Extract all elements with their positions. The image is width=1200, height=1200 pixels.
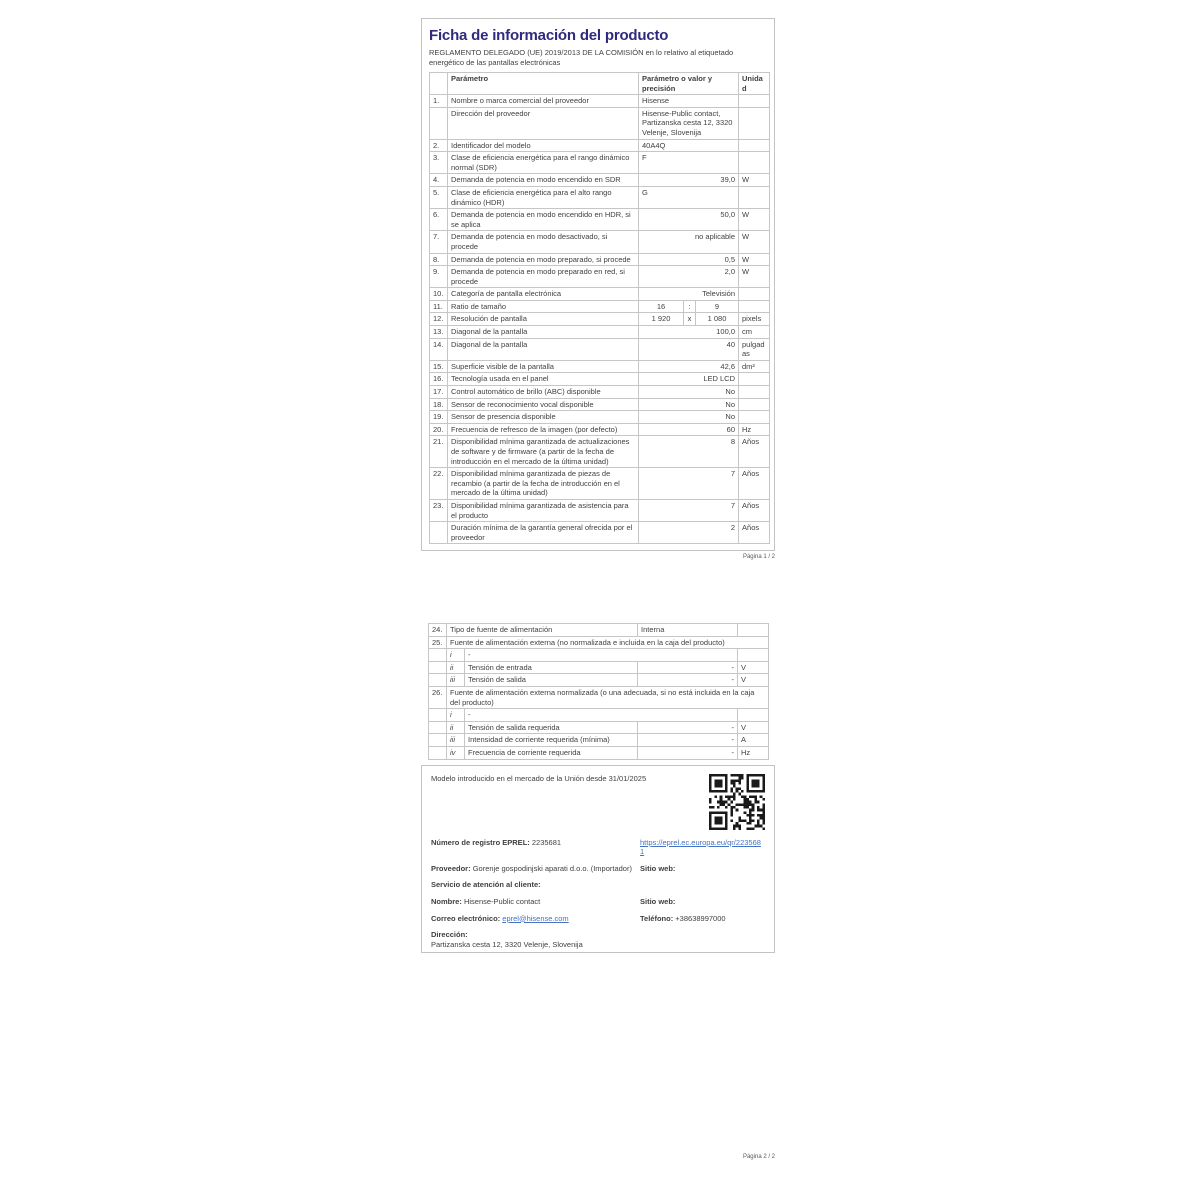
name-label: Nombre:	[431, 896, 462, 906]
param-number-cell: 25.	[429, 636, 447, 649]
param-unit-cell	[738, 624, 769, 637]
table-row	[429, 721, 769, 734]
param-name-cell: Frecuencia de corriente requerida	[465, 746, 638, 759]
param-value-cell: Televisión	[639, 288, 739, 301]
param-name-cell: Clase de eficiencia energética para el rango dinámico normal (SDR)	[448, 152, 639, 174]
table-row	[430, 209, 770, 231]
param-unit-cell: W	[739, 231, 770, 253]
header-unit-cell: Unidad	[739, 73, 770, 95]
param-value-cell: 7	[639, 468, 739, 500]
param-value-cell: 9	[696, 300, 739, 313]
website-label: Sitio web:	[640, 863, 676, 873]
param-name-cell: Intensidad de corriente requerida (mínima)	[465, 734, 638, 747]
table-row	[429, 624, 769, 637]
param-name-cell: Tipo de fuente de alimentación	[447, 624, 638, 637]
param-unit-cell: Años	[739, 522, 770, 544]
param-unit-cell: V	[738, 674, 769, 687]
param-unit-cell	[739, 373, 770, 386]
param-name-cell: Tecnología usada en el panel	[448, 373, 639, 386]
param-name-cell: -	[465, 709, 738, 722]
param-value-cell: Hisense-Public contact, Partizanska cesta 12, 3320 Velenje, Slovenija	[639, 107, 739, 139]
param-name-cell: Clase de eficiencia energética para el alto rango dinámico (HDR)	[448, 186, 639, 208]
customer-service-label: Servicio de atención al cliente:	[431, 880, 541, 890]
address-row	[431, 930, 765, 949]
param-number-cell	[430, 522, 448, 544]
page-1	[421, 18, 775, 560]
table-row	[429, 686, 769, 708]
param-value-cell: F	[639, 152, 739, 174]
table-row	[430, 386, 770, 399]
name-value: Hisense-Public contact	[463, 896, 541, 906]
param-subindex-cell: ii	[447, 661, 465, 674]
email-row	[431, 914, 765, 924]
param-name-cell: Resolución de pantalla	[448, 313, 639, 326]
param-name-cell: Categoría de pantalla electrónica	[448, 288, 639, 301]
header-value-cell: Parámetro o valor y precisión	[639, 73, 739, 95]
param-number-cell: 15.	[430, 360, 448, 373]
param-number-cell: 8.	[430, 253, 448, 266]
page-2	[421, 623, 775, 953]
table-row	[430, 522, 770, 544]
market-introduction-row	[431, 774, 765, 838]
param-subindex-cell: i	[447, 649, 465, 662]
param-unit-cell	[738, 709, 769, 722]
product-parameters-table	[429, 72, 770, 544]
param-value-cell: 100,0	[639, 326, 739, 339]
param-value-cell: 60	[639, 423, 739, 436]
param-name-cell: Demanda de potencia en modo encendido en SDR	[448, 174, 639, 187]
param-value-cell: 16	[639, 300, 684, 313]
param-value-cell: Interna	[638, 624, 738, 637]
param-unit-cell: Años	[739, 468, 770, 500]
table-row	[430, 186, 770, 208]
param-unit-cell: W	[739, 174, 770, 187]
param-name-cell: Superficie visible de la pantalla	[448, 360, 639, 373]
param-value-cell: No	[639, 386, 739, 399]
market-introduction-text: Modelo introducido en el mercado de la Unión desde 31/01/2025	[431, 773, 647, 783]
page-title: Ficha de información del producto	[429, 27, 669, 44]
table-row	[430, 436, 770, 468]
param-value-cell: No	[639, 398, 739, 411]
param-number-cell	[429, 649, 447, 662]
param-number-cell: 1.	[430, 95, 448, 108]
param-value-cell: 2	[639, 522, 739, 544]
table-row	[430, 139, 770, 152]
table-row	[430, 398, 770, 411]
param-number-cell: 6.	[430, 209, 448, 231]
param-number-cell	[429, 674, 447, 687]
param-name-cell: Tensión de salida	[465, 674, 638, 687]
param-name-cell: Diagonal de la pantalla	[448, 326, 639, 339]
param-number-cell: 10.	[430, 288, 448, 301]
param-unit-cell	[739, 386, 770, 399]
param-name-cell: Disponibilidad mínima garantizada de piezas de recambio (a partir de la fecha de introducción en el mercado de la última unidad)	[448, 468, 639, 500]
param-number-cell: 5.	[430, 186, 448, 208]
param-unit-cell	[739, 411, 770, 424]
table-row	[429, 674, 769, 687]
param-value-cell: -	[638, 674, 738, 687]
param-unit-cell	[739, 152, 770, 174]
table-row	[429, 746, 769, 759]
param-name-cell: Fuente de alimentación externa (no normalizada e incluida en la caja del producto)	[447, 636, 769, 649]
table-row	[430, 253, 770, 266]
param-value-cell: 40A4Q	[639, 139, 739, 152]
param-name-cell: Demanda de potencia en modo preparado, si procede	[448, 253, 639, 266]
phone-label: Teléfono:	[640, 913, 674, 923]
page-1-box	[421, 18, 775, 551]
param-value-cell: no aplicable	[639, 231, 739, 253]
param-name-cell: Fuente de alimentación externa normalizada (o una adecuada, si no está incluida en la caja del producto)	[447, 686, 769, 708]
param-name-cell: Diagonal de la pantalla	[448, 338, 639, 360]
param-value-cell: -	[638, 734, 738, 747]
param-name-cell: Ratio de tamaño	[448, 300, 639, 313]
param-name-cell: Disponibilidad mínima garantizada de asistencia para el producto	[448, 499, 639, 521]
param-number-cell: 22.	[430, 468, 448, 500]
param-unit-cell	[739, 300, 770, 313]
param-value-cell: 39,0	[639, 174, 739, 187]
param-subindex-cell: iv	[447, 746, 465, 759]
param-number-cell: 26.	[429, 686, 447, 708]
param-number-cell: 4.	[430, 174, 448, 187]
param-name-cell: Duración mínima de la garantía general ofrecida por el proveedor	[448, 522, 639, 544]
table-row	[430, 300, 770, 313]
param-number-cell: 19.	[430, 411, 448, 424]
param-number-cell: 2.	[430, 139, 448, 152]
header-number-cell	[430, 73, 448, 95]
table-row	[430, 313, 770, 326]
param-number-cell	[429, 709, 447, 722]
param-number-cell: 24.	[429, 624, 447, 637]
page-1-footer-label: Página 1 / 2	[742, 554, 775, 561]
customer-service-row	[431, 880, 765, 890]
param-unit-cell: pulgadas	[739, 338, 770, 360]
param-name-cell: Disponibilidad mínima garantizada de actualizaciones de software y de firmware (a partir de la fecha de introducción en el mercado de la última unidad)	[448, 436, 639, 468]
param-number-cell: 23.	[430, 499, 448, 521]
table-row	[429, 649, 769, 662]
param-unit-cell: Años	[739, 436, 770, 468]
param-value-cell: Hisense	[639, 95, 739, 108]
param-value-sep-cell: :	[684, 300, 696, 313]
param-number-cell	[429, 661, 447, 674]
param-unit-cell	[739, 107, 770, 139]
param-unit-cell: Años	[739, 499, 770, 521]
param-name-cell: Nombre o marca comercial del proveedor	[448, 95, 639, 108]
param-name-cell: Dirección del proveedor	[448, 107, 639, 139]
param-name-cell: Demanda de potencia en modo encendido en HDR, si se aplica	[448, 209, 639, 231]
table-row	[430, 499, 770, 521]
param-value-cell: 50,0	[639, 209, 739, 231]
param-value-cell: 40	[639, 338, 739, 360]
param-unit-cell	[739, 288, 770, 301]
table-row	[430, 411, 770, 424]
param-value-cell: LED LCD	[639, 373, 739, 386]
param-unit-cell: V	[738, 661, 769, 674]
address-label: Dirección:	[431, 930, 468, 940]
param-value-sep-cell: x	[684, 313, 696, 326]
table-row	[430, 174, 770, 187]
table-row	[429, 709, 769, 722]
param-number-cell: 3.	[430, 152, 448, 174]
param-value-cell: 42,6	[639, 360, 739, 373]
page-subtitle: REGLAMENTO DELEGADO (UE) 2019/2013 DE LA COMISIÓN en lo relativo al etiquetado energético de las pantallas electrónicas	[429, 48, 734, 67]
param-value-cell: 7	[639, 499, 739, 521]
param-unit-cell	[738, 649, 769, 662]
param-number-cell	[429, 721, 447, 734]
eprel-number-label: Número de registro EPREL:	[431, 837, 530, 847]
table-row	[429, 661, 769, 674]
eprel-contact-box	[421, 765, 775, 953]
table-row	[430, 288, 770, 301]
table-row	[430, 326, 770, 339]
param-unit-cell	[739, 186, 770, 208]
email-label: Correo electrónico:	[431, 913, 501, 923]
param-number-cell: 17.	[430, 386, 448, 399]
param-unit-cell	[739, 139, 770, 152]
param-number-cell: 21.	[430, 436, 448, 468]
param-number-cell	[430, 107, 448, 139]
param-name-cell: Sensor de presencia disponible	[448, 411, 639, 424]
param-unit-cell: W	[739, 209, 770, 231]
table-row	[430, 468, 770, 500]
param-name-cell: Tensión de salida requerida	[465, 721, 638, 734]
table-row	[430, 152, 770, 174]
supplier-row	[431, 864, 765, 874]
param-name-cell: Control automático de brillo (ABC) disponible	[448, 386, 639, 399]
table-row	[429, 734, 769, 747]
param-number-cell: 20.	[430, 423, 448, 436]
param-unit-cell: W	[739, 253, 770, 266]
eprel-registration-row	[431, 838, 765, 857]
param-value-cell: -	[638, 721, 738, 734]
phone-value: +38638997000	[675, 913, 726, 923]
param-value-cell: No	[639, 411, 739, 424]
param-number-cell: 14.	[430, 338, 448, 360]
param-unit-cell: V	[738, 721, 769, 734]
param-unit-cell	[739, 398, 770, 411]
contact-name-row	[431, 897, 765, 907]
param-unit-cell: Hz	[738, 746, 769, 759]
param-number-cell: 12.	[430, 313, 448, 326]
param-unit-cell: A	[738, 734, 769, 747]
page-2-footer-label: Página 2 / 2	[742, 1154, 775, 1160]
table-row	[430, 373, 770, 386]
table-row	[429, 636, 769, 649]
qr-code-icon	[709, 774, 765, 830]
table-row	[430, 95, 770, 108]
param-unit-cell: cm	[739, 326, 770, 339]
eprel-url-link[interactable]: https://eprel.ec.europa.eu/qr/2235681	[640, 837, 761, 857]
param-value-cell: 8	[639, 436, 739, 468]
param-unit-cell: W	[739, 266, 770, 288]
param-number-cell: 16.	[430, 373, 448, 386]
param-name-cell: Sensor de reconocimiento vocal disponible	[448, 398, 639, 411]
param-subindex-cell: iii	[447, 674, 465, 687]
email-link[interactable]: eprel@hisense.com	[502, 913, 569, 923]
param-value-cell: -	[638, 661, 738, 674]
power-supply-table	[428, 623, 769, 760]
param-name-cell: Tensión de entrada	[465, 661, 638, 674]
eprel-number-value: 2235681	[531, 837, 562, 847]
header-param-cell: Parámetro	[448, 73, 639, 95]
table-row	[430, 338, 770, 360]
param-value-cell: -	[638, 746, 738, 759]
param-number-cell	[429, 734, 447, 747]
param-number-cell: 11.	[430, 300, 448, 313]
param-value-cell: 1 920	[639, 313, 684, 326]
param-subindex-cell: i	[447, 709, 465, 722]
param-value-cell: 1 080	[696, 313, 739, 326]
table-row	[430, 231, 770, 253]
param-number-cell: 13.	[430, 326, 448, 339]
param-number-cell: 7.	[430, 231, 448, 253]
param-value-cell: 2,0	[639, 266, 739, 288]
param-name-cell: Identificador del modelo	[448, 139, 639, 152]
param-number-cell: 18.	[430, 398, 448, 411]
param-number-cell: 9.	[430, 266, 448, 288]
table-row	[430, 266, 770, 288]
param-name-cell: -	[465, 649, 738, 662]
address-value: Partizanska cesta 12, 3320 Velenje, Slovenija	[431, 939, 583, 949]
param-unit-cell: dm²	[739, 360, 770, 373]
table-row	[430, 107, 770, 139]
table-row	[430, 423, 770, 436]
param-name-cell: Demanda de potencia en modo preparado en red, si procede	[448, 266, 639, 288]
param-subindex-cell: iii	[447, 734, 465, 747]
param-name-cell: Frecuencia de refresco de la imagen (por defecto)	[448, 423, 639, 436]
supplier-value: Gorenje gospodinjski aparati d.o.o. (Importador)	[472, 863, 632, 873]
param-name-cell: Demanda de potencia en modo desactivado, si procede	[448, 231, 639, 253]
website2-label: Sitio web:	[640, 896, 676, 906]
param-number-cell	[429, 746, 447, 759]
param-unit-cell	[739, 95, 770, 108]
supplier-label: Proveedor:	[431, 863, 471, 873]
table-header-row	[430, 73, 770, 95]
table-row	[430, 360, 770, 373]
param-value-cell: 0,5	[639, 253, 739, 266]
param-subindex-cell: ii	[447, 721, 465, 734]
param-value-cell: G	[639, 186, 739, 208]
param-unit-cell: pixels	[739, 313, 770, 326]
param-unit-cell: Hz	[739, 423, 770, 436]
